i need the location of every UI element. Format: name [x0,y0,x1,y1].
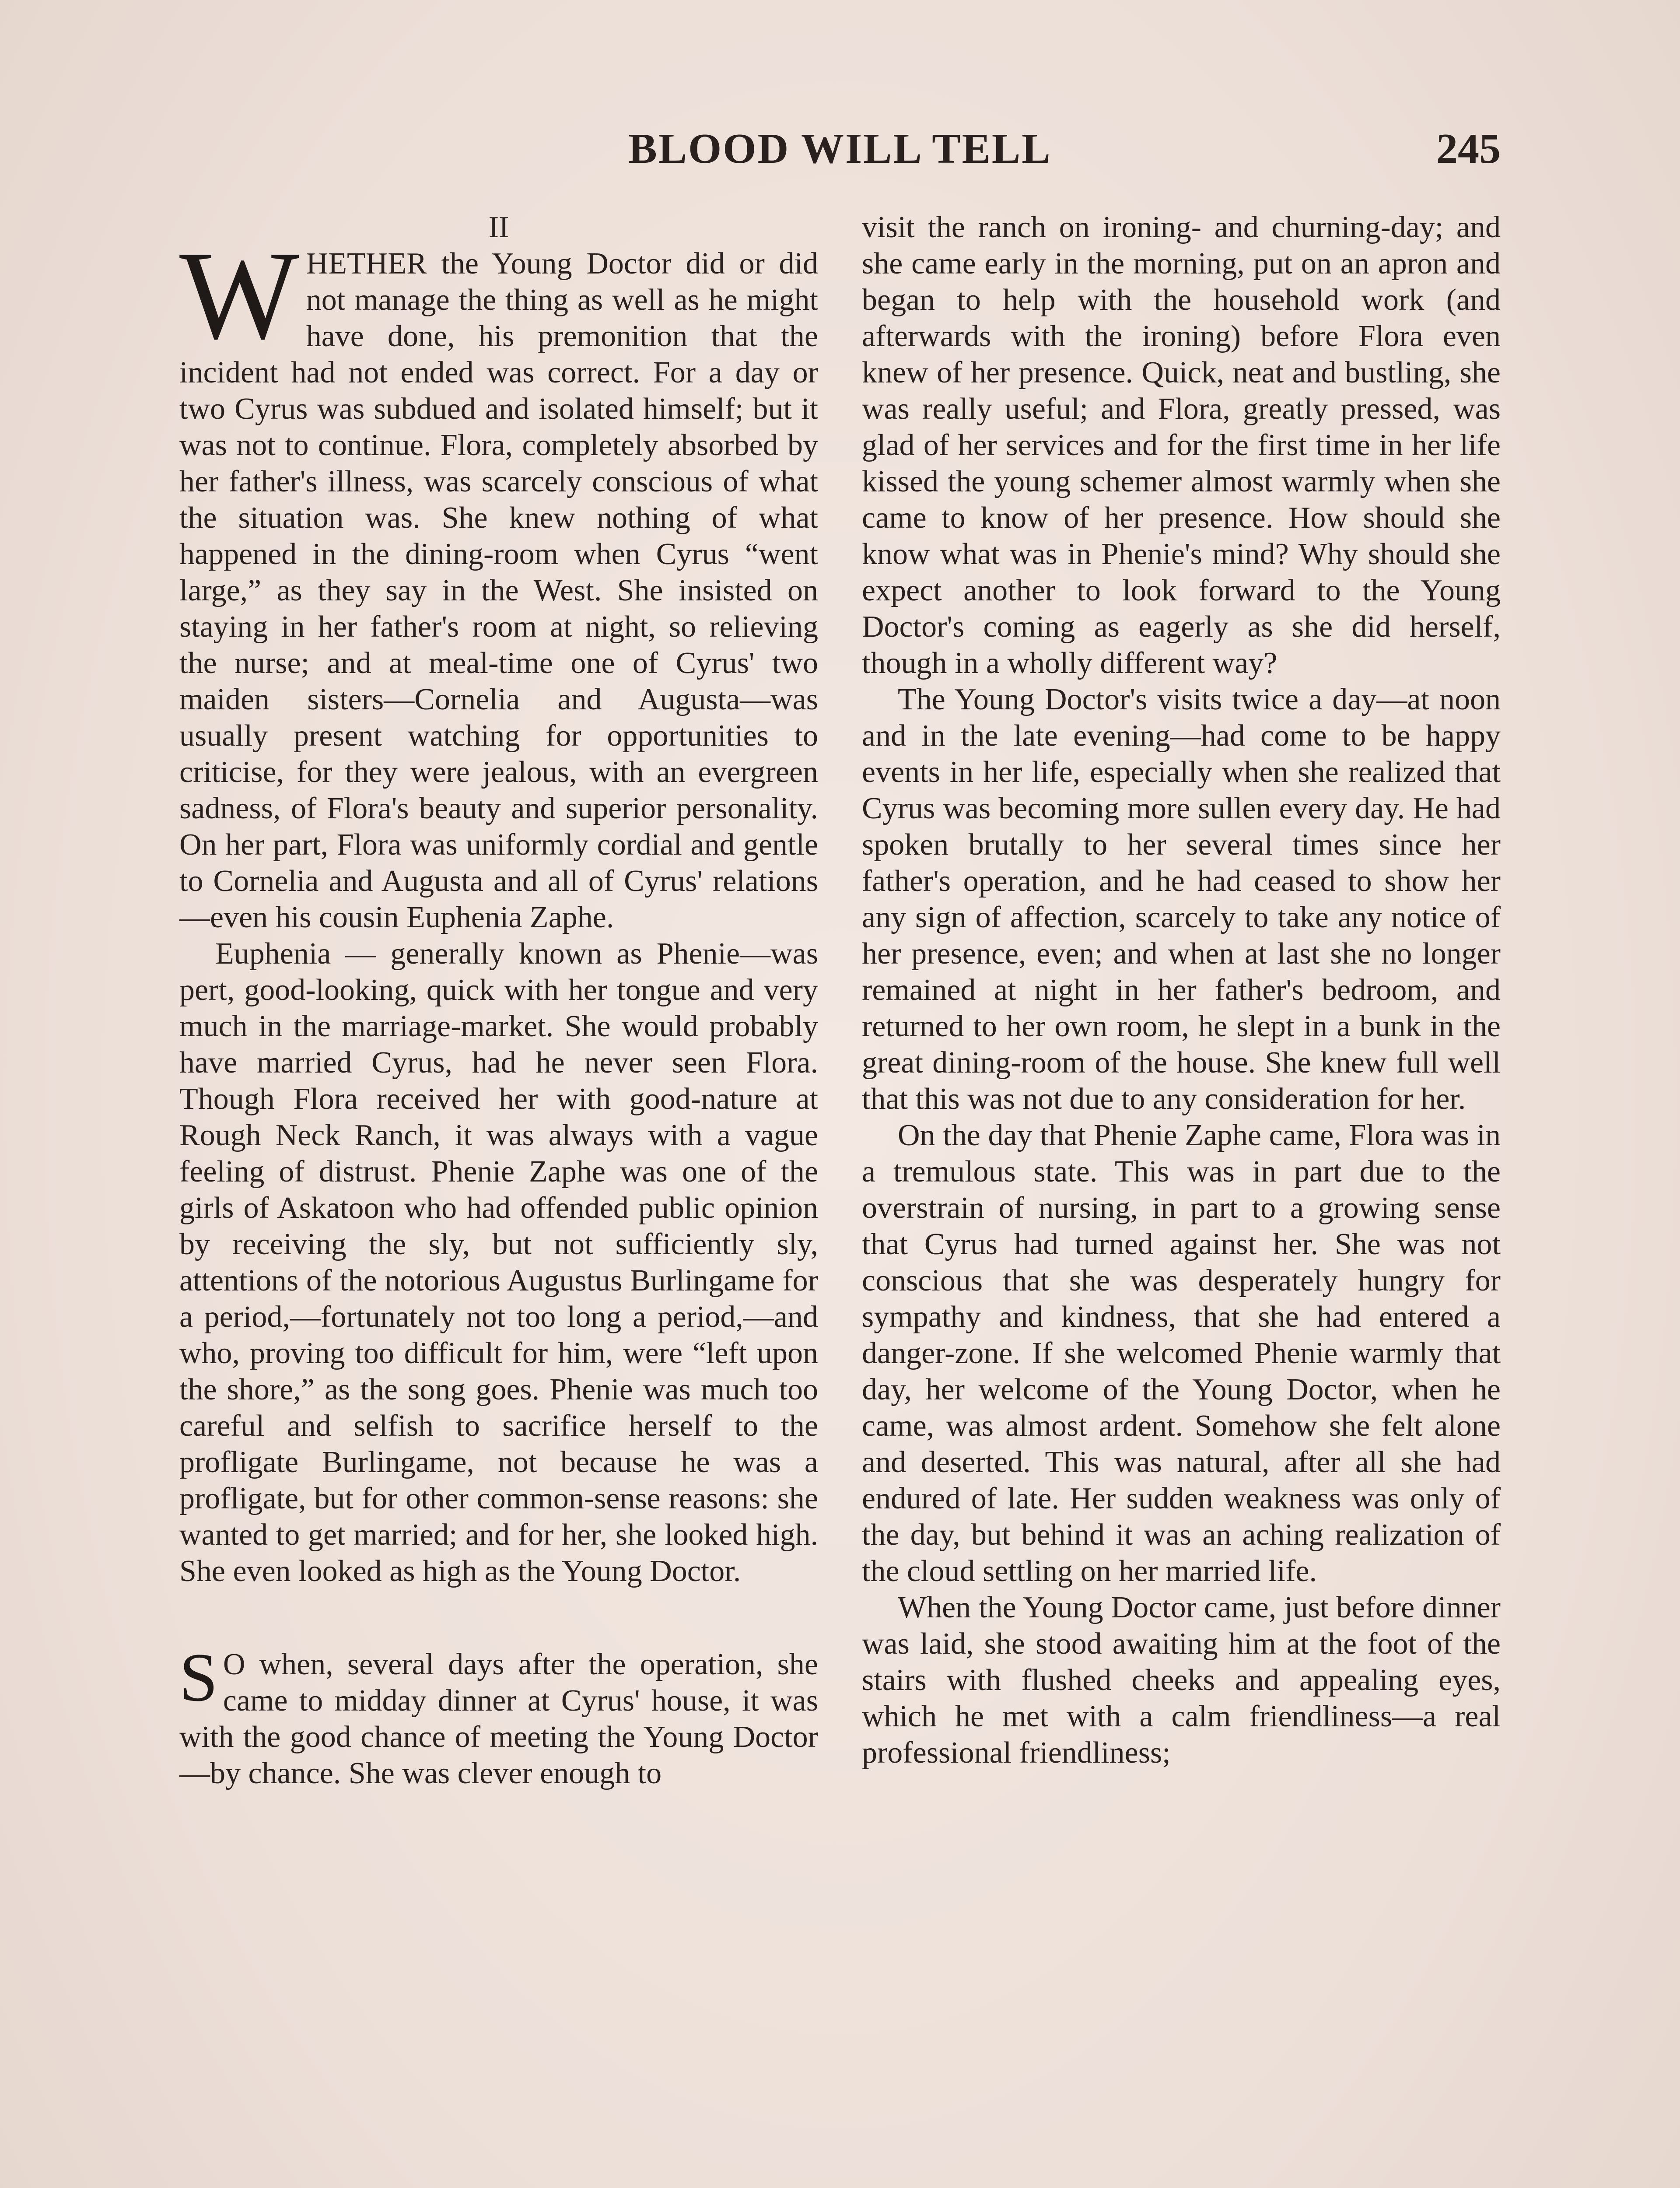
drop-cap: W [179,225,299,365]
paragraph: Euphenia — generally known as Phenie—was pert, good-looking, quick with her tongue and very much in the marriage-market. She would probably have married Cyrus, had he never seen Flora. Though Flora received her with good-nature at Rough Neck Ranch, it was always with a vague feeling of distrust. Phenie Zaphe was one of the girls of Askatoon who had offended public opinion by receiving the sly, but not sufficiently sly, attentions of the notorious Augustus Burlingame for a period,—fortunately not too long a period,—and who, proving too difficult for him, were “left upon the shore,” as the song goes. Phenie was much too careful and selfish to sacrifice herself to the profligate Burlingame, not because he was a profligate, but for other common-sense reasons: she wanted to get married; and for her, she looked high. She even looked as high as the Young Doctor. [179,937,818,1588]
paragraph: visit the ranch on ironing- and churning-day; and she came early in the morning, put on an apron and began to help with the household work (and afterwards with the ironing) before Flora even knew of her presence. Quick, neat and bustling, she was really useful; and Flora, greatly pressed, was glad of her services and for the first time in her life kissed the young schemer almost warmly when she came to know of her presence. How should she know what was in Phenie's mind? Why should she expect another to look forward to the Young Doctor's coming as eagerly as she did herself, though in a wholly different way? [862,210,1501,680]
drop-cap: S [179,1639,218,1716]
left-column [179,209,818,2188]
paragraph: The Young Doctor's visits twice a day—at noon and in the late evening—had come to be happy events in her life, especially when she realized that Cyrus was becoming more sullen every day. He had spoken brutally to her several times since her father's operation, and he had ceased to show her any sign of affection, scarcely to take any notice of her presence, even; and when at last she no longer remained at night in her father's bedroom, and returned to her own room, he slept in a bunk in the great dining-room of the house. She knew full well that this was not due to any consideration for her. [862,683,1501,1116]
right-column [862,209,1501,2188]
running-title: BLOOD WILL TELL [628,125,1052,172]
text-columns [179,209,1501,2188]
page-number: 245 [1436,125,1501,172]
section-numeral: II [488,210,509,244]
paragraph [179,1639,818,1792]
paragraph: On the day that Phenie Zaphe came, Flora was in a tremulous state. This was in part due to the overstrain of nursing, in part to a growing sense that Cyrus had turned against her. She was not conscious that she was desperately hungry for sympathy and kindness, that she had entered a danger-zone. If she welcomed Phenie warmly that day, her welcome of the Young Doctor, when he came, was almost ardent. Somehow she felt alone and deserted. This was natural, after all she had endured of late. Her sudden weakness was only of the day, but behind it was an aching realization of the cloud settling on her married life. [862,1119,1501,1588]
paragraph: When the Young Doctor came, just before dinner was laid, she stood awaiting him at the foot of the stairs with flushed cheeks and appealing eyes, which he met with a calm friendliness—a real professional friendliness; [862,1591,1501,1770]
section-break [179,1589,818,1646]
page-header [179,118,1501,179]
paragraph-text: O when, several days after the operation, she came to midday dinner at Cyrus' house, it was with the good chance of meeting the Young Doctor—by chance. She was clever enough to [179,1648,818,1790]
paragraph-text: HETHER the Young Doctor did or did not manage the thing as well as he might have done, his premonition that the incident had not ended was correct. For a day or two Cyrus was subdued and isolated himself; but it was not to continue. Flora, completely absorbed by her father's illness, was scarcely conscious of what the situation was. She knew nothing of what happened in the dining-room when Cyrus “went large,” as they say in the West. She insisted on staying in her father's room at night, so relieving the nurse; and at meal-time one of Cyrus' two maiden sisters—Cornelia and Augusta—was usually present watching for opportunities to criticise, for they were jealous, with an evergreen sadness, of Flora's beauty and superior personality. On her part, Flora was uniformly cordial and gentle to Cornelia and Augusta and all of Cyrus' relations—even his cousin Euphenia Zaphe. [179,247,818,934]
